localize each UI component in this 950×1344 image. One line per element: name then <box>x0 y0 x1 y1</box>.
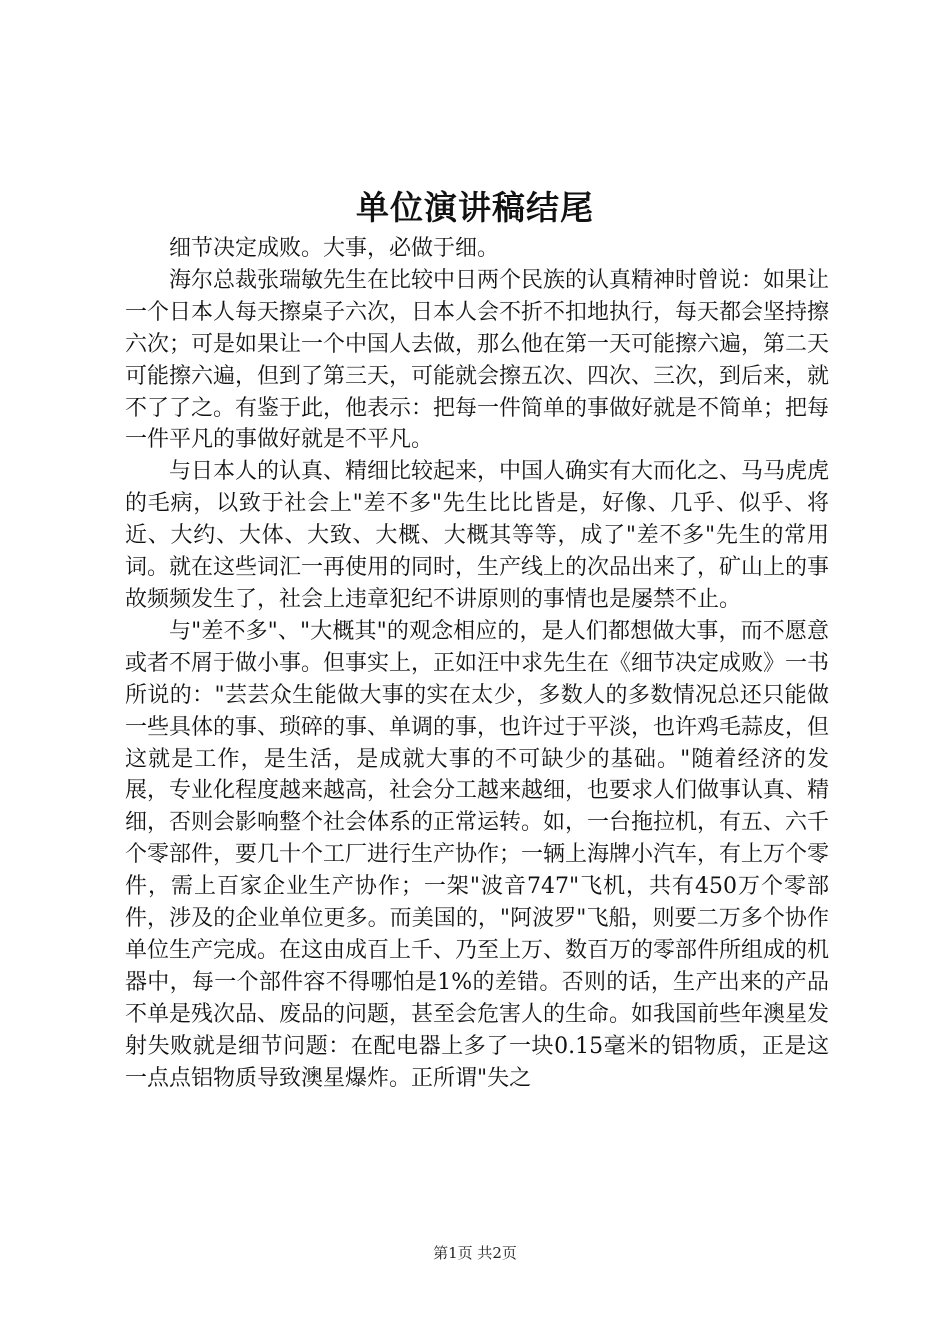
paragraph: 与"差不多"、"大概其"的观念相应的，是人们都想做大事，而不愿意或者不屑于做小事。但事实上，正如汪中求先生在《细节决定成败》一书所说的："芸芸众生能做大事的实在太少，多数人的多数情况总还只能做一些具体的事、琐碎的事、单调的事，也许过于平淡，也许鸡毛蒜皮，但这就是工作，是生活，是成就大事的不可缺少的基础。"随着经济的发展，专业化程度越来越高，社会分工越来越细，也要求人们做事认真、精细，否则会影响整个社会体系的正常运转。如，一台拖拉机，有五、六千个零部件，要几十个工厂进行生产协作；一辆上海牌小汽车，有上万个零件，需上百家企业生产协作；一架"波音747"飞机，共有450万个零部件，涉及的企业单位更多。而美国的，"阿波罗"飞船，则要二万多个协作单位生产完成。在这由成百上千、乃至上万、数百万的零部件所组成的机器中，每一个部件容不得哪怕是1%的差错。否则的话，生产出来的产品不单是残次品、废品的问题，甚至会危害人的生命。如我国前些年澳星发射失败就是细节问题：在配电器上多了一块0.15毫米的铝物质，正是这一点点铝物质导致澳星爆炸。正所谓"失之 <box>125 618 830 1091</box>
paragraph: 海尔总裁张瑞敏先生在比较中日两个民族的认真精神时曾说：如果让一个日本人每天擦桌子六次，日本人会不折不扣地执行，每天都会坚持擦六次；可是如果让一个中国人去做，那么他在第一天可能擦六遍，第二天可能擦六遍，但到了第三天，可能就会擦五次、四次、三次，到后来，就不了了之。有鉴于此，他表示：把每一件简单的事做好就是不简单；把每一件平凡的事做好就是不平凡。 <box>125 267 830 453</box>
document-title: 单位演讲稿结尾 <box>356 188 594 227</box>
page-footer: 第1页 共2页 <box>433 1244 517 1262</box>
paragraph: 与日本人的认真、精细比较起来，中国人确实有大而化之、马马虎虎的毛病，以致于社会上"差不多"先生比比皆是，好像、几乎、似乎、将近、大约、大体、大致、大概、大概其等等，成了"差不多"先生的常用词。就在这些词汇一再使用的同时，生产线上的次品出来了，矿山上的事故频频发生了，社会上违章犯纪不讲原则的事情也是屡禁不止。 <box>125 459 830 612</box>
document-body <box>125 233 829 1094</box>
paragraph: 细节决定成败。大事，必做于细。 <box>169 236 500 261</box>
